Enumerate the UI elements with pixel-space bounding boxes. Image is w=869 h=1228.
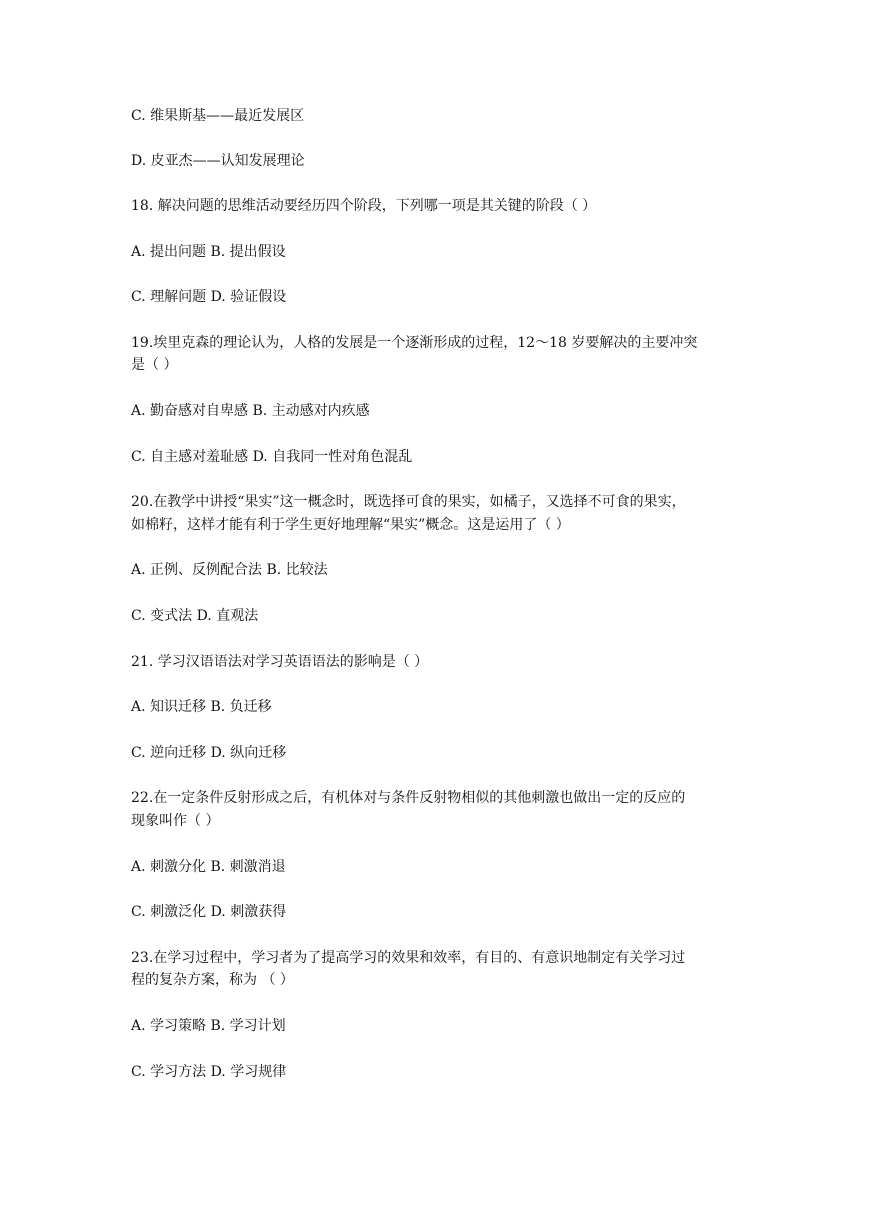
option-line-22cd: C. 刺激泛化 D. 刺激获得	[131, 904, 287, 920]
question-22-line1: 22.在一定条件反射形成之后，有机体对与条件反射物相似的其他刺激也做出一定的反应的	[131, 790, 686, 806]
option-line-18ab: A. 提出问题 B. 提出假设	[131, 244, 286, 260]
option-line-18cd: C. 理解问题 D. 验证假设	[131, 289, 287, 305]
question-19-line1: 19.埃里克森的理论认为，人格的发展是一个逐渐形成的过程，12～18 岁要解决的主要冲突	[131, 335, 698, 351]
option-line-19ab: A. 勤奋感对自卑感 B. 主动感对内疚感	[131, 403, 370, 419]
option-line-17c: C. 维果斯基——最近发展区	[131, 108, 305, 124]
option-line-20ab: A. 正例、反例配合法 B. 比较法	[131, 562, 328, 578]
option-line-19cd: C. 自主感对羞耻感 D. 自我同一性对角色混乱	[131, 449, 413, 465]
question-23-line2: 程的复杂方案，称为 （ ）	[131, 972, 294, 988]
option-line-22ab: A. 刺激分化 B. 刺激消退	[131, 859, 286, 875]
option-line-17d: D. 皮亚杰——认知发展理论	[131, 153, 305, 169]
question-23-line1: 23.在学习过程中，学习者为了提高学习的效果和效率，有目的、有意识地制定有关学习过	[131, 950, 686, 966]
option-line-21ab: A. 知识迁移 B. 负迁移	[131, 699, 272, 715]
question-20-line1: 20.在教学中讲授“果实”这一概念时，既选择可食的果实，如橘子，又选择不可食的果实，	[131, 494, 686, 510]
option-line-21cd: C. 逆向迁移 D. 纵向迁移	[131, 745, 287, 761]
question-19-line2: 是（ ）	[131, 357, 178, 373]
option-line-23ab: A. 学习策略 B. 学习计划	[131, 1018, 286, 1034]
question-18: 18. 解决问题的思维活动要经历四个阶段，下列哪一项是其关键的阶段（ ）	[131, 198, 597, 214]
question-21: 21. 学习汉语语法对学习英语语法的影响是（ ）	[131, 654, 429, 670]
question-22-line2: 现象叫作（ ）	[131, 813, 220, 829]
option-line-20cd: C. 变式法 D. 直观法	[131, 608, 259, 624]
option-line-23cd: C. 学习方法 D. 学习规律	[131, 1064, 287, 1080]
question-20-line2: 如棉籽，这样才能有利于学生更好地理解“果实”概念。这是运用了（ ）	[131, 517, 570, 533]
